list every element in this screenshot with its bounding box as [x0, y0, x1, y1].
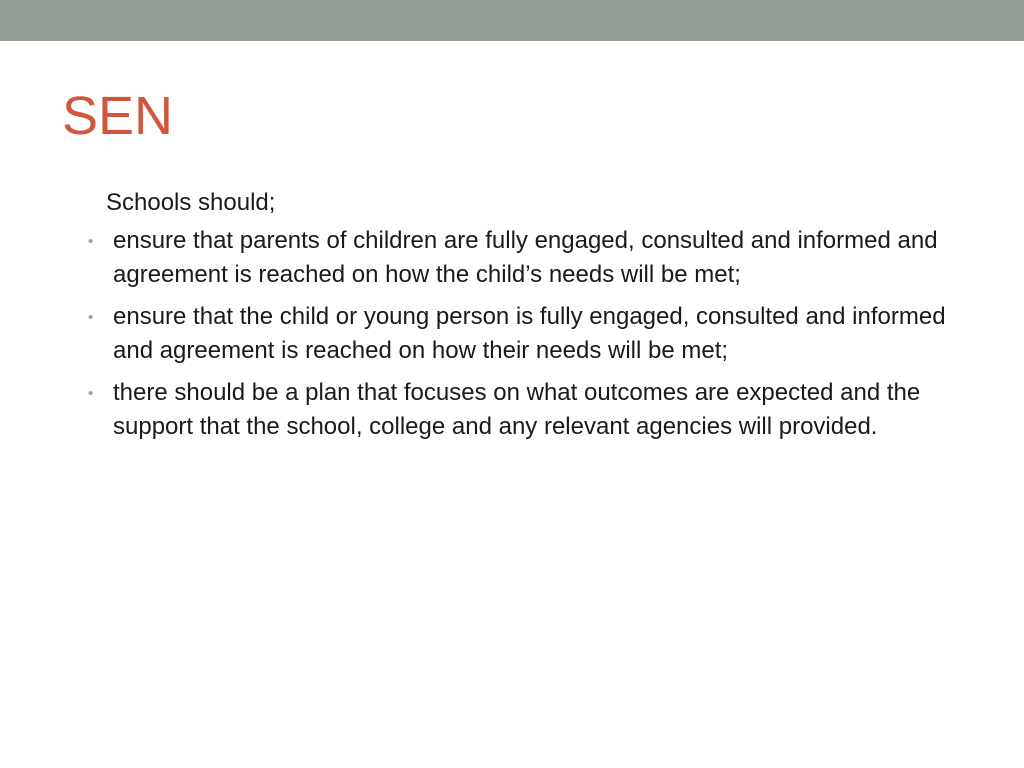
bullet-icon: • — [88, 309, 94, 326]
bullet-item — [88, 376, 953, 444]
slide-body — [88, 186, 968, 452]
bullet-item — [88, 300, 953, 368]
bullet-icon: • — [88, 385, 94, 402]
intro-text: Schools should; — [106, 189, 276, 216]
bullet-list — [88, 224, 968, 444]
bullet-text: there should be a plan that focuses on what outcomes are expected and the support that the school, college and any relevant agencies will provided. — [113, 379, 921, 440]
top-decorative-band — [0, 0, 1024, 41]
bullet-text: ensure that parents of children are fully engaged, consulted and informed and agreement is reached on how the child’s needs will be met; — [113, 227, 938, 288]
slide-title: SEN — [62, 86, 174, 146]
bullet-icon: • — [88, 233, 94, 250]
bullet-item — [88, 224, 953, 292]
bullet-text: ensure that the child or young person is fully engaged, consulted and informed and agreement is reached on how their needs will be met; — [113, 303, 946, 364]
